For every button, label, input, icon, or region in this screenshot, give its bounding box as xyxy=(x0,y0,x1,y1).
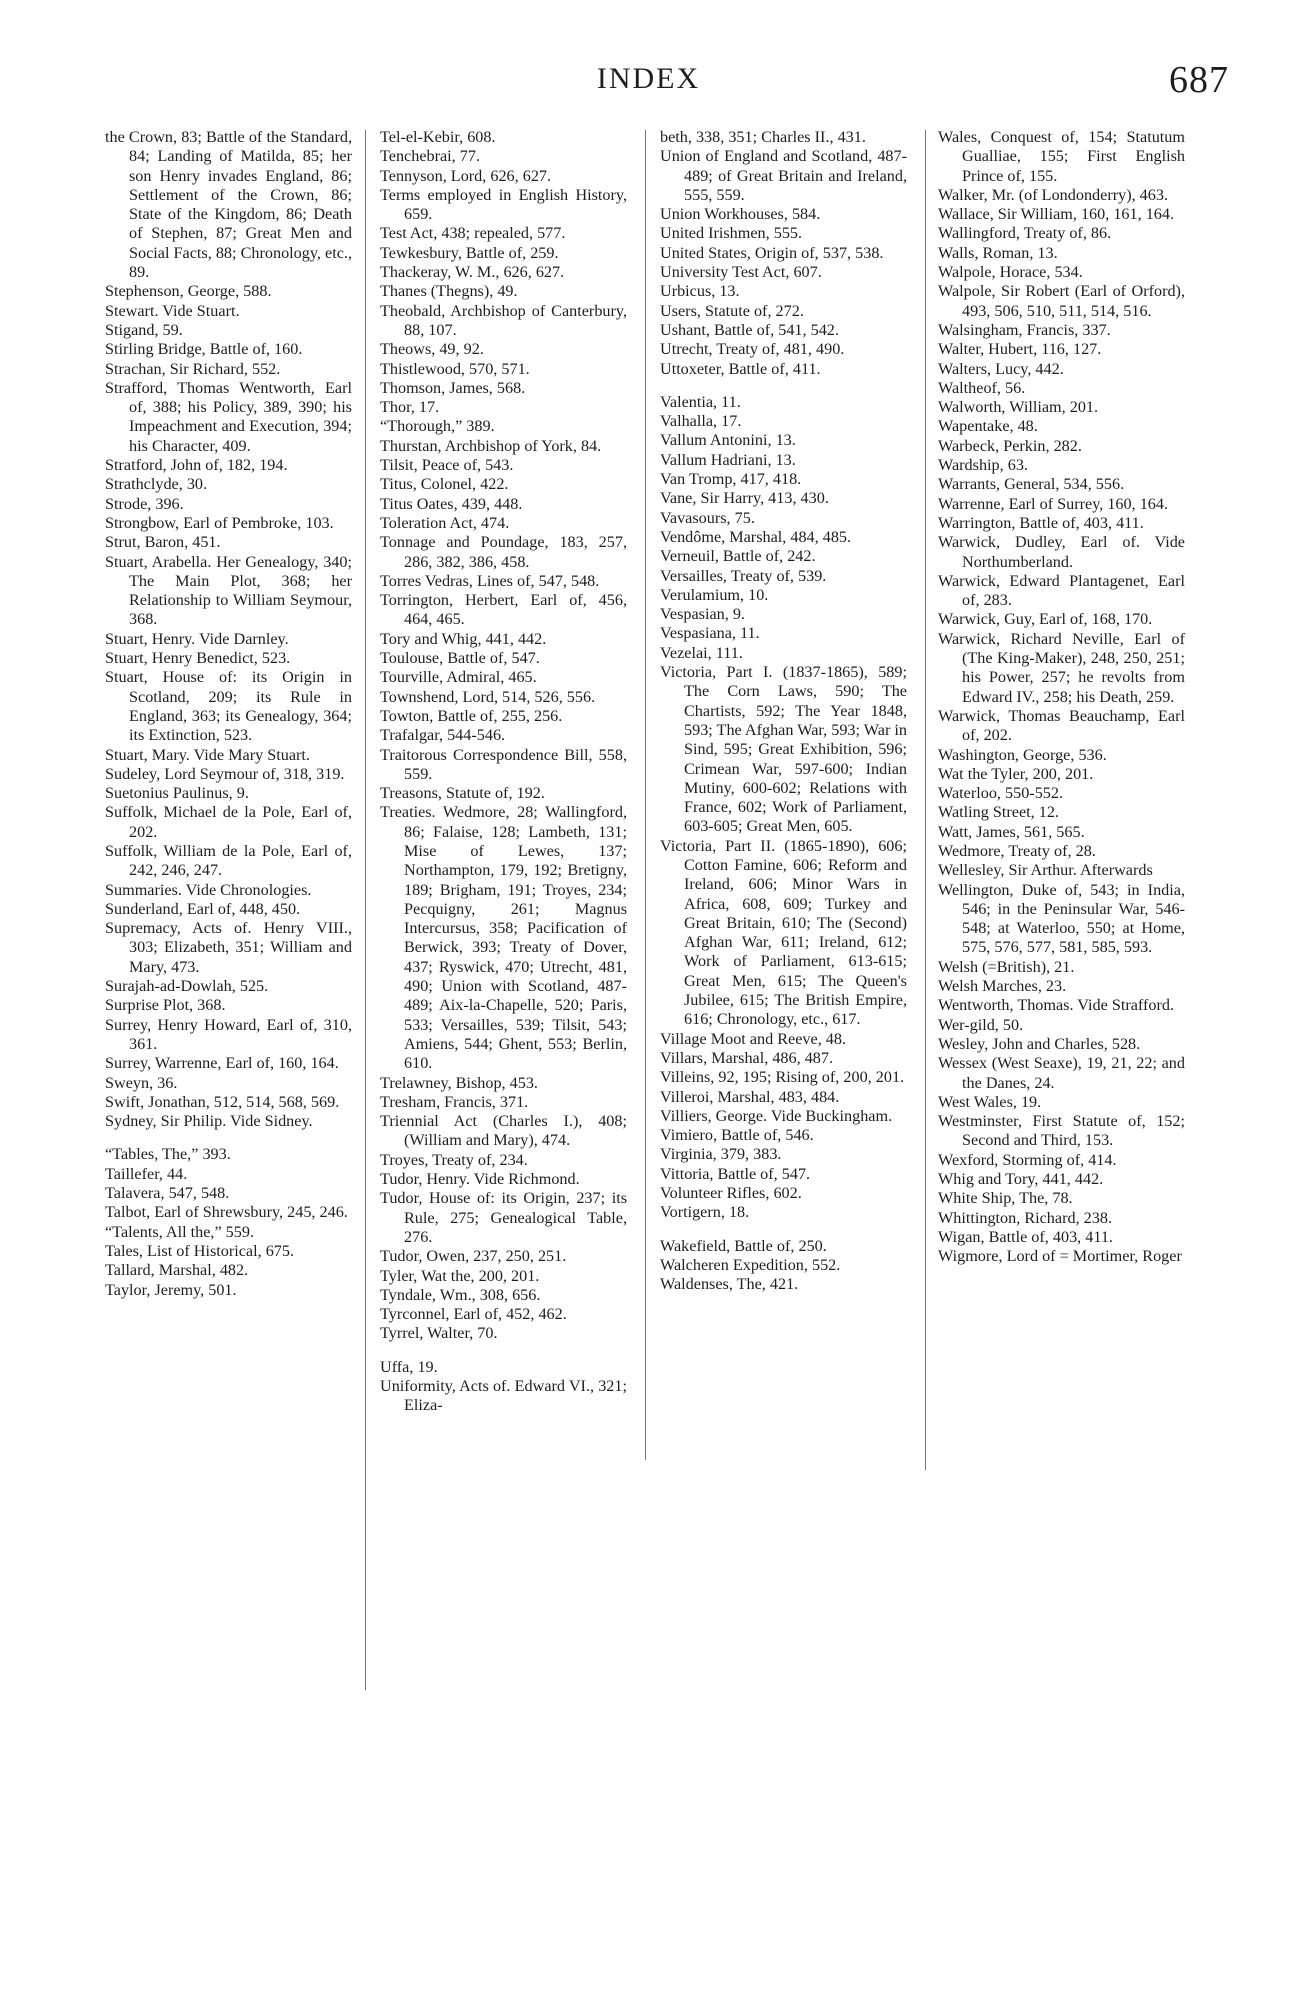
index-entry: Thackeray, W. M., 626, 627. xyxy=(380,263,565,282)
index-entry: Stigand, 59. xyxy=(105,320,183,339)
index-entry: Tallard, Marshal, 482. xyxy=(105,1261,249,1280)
index-entry: Surprise Plot, 368. xyxy=(105,996,226,1015)
index-entry: Triennial Act (Charles I.), 408; (William and Mary), 474. xyxy=(380,1112,627,1150)
index-entry: Walker, Mr. (of Londonderry), 463. xyxy=(938,185,1169,204)
index-entry: Watt, James, 561, 565. xyxy=(938,822,1085,841)
index-entry: Vallum Antonini, 13. xyxy=(660,431,796,450)
section-gap xyxy=(660,1223,907,1237)
index-entry: Stuart, House of: its Origin in Scotland, 209; its Rule in England, 363; its Genealogy, 364; its Extinction, 523. xyxy=(105,668,352,745)
index-entry: Welsh (=British), 21. xyxy=(938,957,1075,976)
index-entry: Vane, Sir Harry, 413, 430. xyxy=(660,489,829,508)
index-entry: Union of England and Scotland, 487-489; of Great Britain and Ireland, 555, 559. xyxy=(660,147,907,204)
index-entry: Uttoxeter, Battle of, 411. xyxy=(660,359,821,378)
index-entry: Tudor, Owen, 237, 250, 251. xyxy=(380,1247,567,1266)
index-entry: Swift, Jonathan, 512, 514, 568, 569. xyxy=(105,1092,340,1111)
index-entry: Sydney, Sir Philip. Vide Sidney. xyxy=(105,1112,313,1131)
index-entry: Warrants, General, 534, 556. xyxy=(938,475,1125,494)
index-entry: Villeroi, Marshal, 483, 484. xyxy=(660,1087,840,1106)
index-entry: Vespasian, 9. xyxy=(660,605,745,624)
index-entry: Theobald, Archbishop of Canterbury, 88, 107. xyxy=(380,301,627,339)
index-entry: Strafford, Thomas Wentworth, Earl of, 388; his Policy, 389, 390; his Impeachment and Execution, 394; his Character, 409. xyxy=(105,378,352,455)
index-entry: Wallingford, Treaty of, 86. xyxy=(938,224,1112,243)
index-entry: Toleration Act, 474. xyxy=(380,513,510,532)
index-entry: Tourville, Admiral, 465. xyxy=(380,668,537,687)
index-entry: Wapentake, 48. xyxy=(938,417,1038,436)
index-entry: Torrington, Herbert, Earl of, 456, 464, 465. xyxy=(380,591,627,629)
index-entry: Wakefield, Battle of, 250. xyxy=(660,1236,827,1255)
index-entry: Utrecht, Treaty of, 481, 490. xyxy=(660,340,845,359)
index-entry: Victoria, Part II. (1865-1890), 606; Cotton Famine, 606; Reform and Ireland, 606; Minor Wars in Africa, 608, 609; Turkey and Great Britain, 610; The (Second) Afghan War, 611; Ireland, 612; Work of Parliament, 613-615; Great Men, 615; The Queen's Jubilee, 615; The British Empire, 616; Chronology, etc., 617. xyxy=(660,836,907,1029)
index-entry: Users, Statute of, 272. xyxy=(660,301,804,320)
index-entry: Treasons, Statute of, 192. xyxy=(380,784,545,803)
index-entry: Vittoria, Battle of, 547. xyxy=(660,1164,811,1183)
index-entry: Wessex (West Seaxe), 19, 21, 22; and the Danes, 24. xyxy=(938,1054,1185,1092)
index-entry: Union Workhouses, 584. xyxy=(660,205,821,224)
index-entry: Warwick, Dudley, Earl of. Vide Northumberland. xyxy=(938,533,1185,571)
index-entry: Vortigern, 18. xyxy=(660,1203,750,1222)
index-entry: Terms employed in English History, 659. xyxy=(380,185,627,224)
index-entry: Stephenson, George, 588. xyxy=(105,282,272,301)
index-entry: Suffolk, William de la Pole, Earl of, 242, 246, 247. xyxy=(105,841,352,880)
index-entry: Wentworth, Thomas. Vide Strafford. xyxy=(938,996,1175,1015)
index-entry: Wellesley, Sir Arthur. Afterwards xyxy=(938,861,1153,880)
page-number: 687 xyxy=(1169,59,1229,101)
index-entry: Walpole, Horace, 534. xyxy=(938,263,1083,282)
index-entry: Tyndale, Wm., 308, 656. xyxy=(380,1285,541,1304)
index-entry: Wardship, 63. xyxy=(938,456,1028,475)
index-entry: Waltheof, 56. xyxy=(938,378,1026,397)
index-entry: University Test Act, 607. xyxy=(660,263,822,282)
index-entry: Titus, Colonel, 422. xyxy=(380,475,509,494)
index-entry: Whittington, Richard, 238. xyxy=(938,1208,1112,1227)
index-entry: Tresham, Francis, 371. xyxy=(380,1092,529,1111)
index-entry: Tales, List of Historical, 675. xyxy=(105,1241,295,1260)
index-entry: Wexford, Storming of, 414. xyxy=(938,1150,1117,1169)
index-entry: Valhalla, 17. xyxy=(660,412,742,431)
index-entry: Washington, George, 536. xyxy=(938,745,1107,764)
index-entry: Villeins, 92, 195; Rising of, 200, 201. xyxy=(660,1068,905,1087)
index-entry: “Tables, The,” 393. xyxy=(105,1145,231,1164)
index-entry: Uniformity, Acts of. Edward VI., 321; Eliza- xyxy=(380,1377,627,1415)
index-entry: Walls, Roman, 13. xyxy=(938,243,1058,262)
index-entry: Walters, Lucy, 442. xyxy=(938,359,1064,378)
column-divider xyxy=(925,130,926,1470)
index-entry: Walter, Hubert, 116, 127. xyxy=(938,340,1102,359)
index-entry: Wer-gild, 50. xyxy=(938,1015,1024,1034)
index-entry: Walsingham, Francis, 337. xyxy=(938,320,1111,339)
index-entry: Warrenne, Earl of Surrey, 160, 164. xyxy=(938,494,1169,513)
index-entry: Tennyson, Lord, 626, 627. xyxy=(380,166,552,185)
index-entry: Townshend, Lord, 514, 526, 556. xyxy=(380,687,596,706)
index-entry: Whig and Tory, 441, 442. xyxy=(938,1170,1104,1189)
index-entry: Theows, 49, 92. xyxy=(380,340,484,359)
index-entry: Test Act, 438; repealed, 577. xyxy=(380,224,566,243)
index-entry: Treaties. Wedmore, 28; Wallingford, 86; Falaise, 128; Lambeth, 131; Mise of Lewes, 137; Northampton, 179, 192; Bretigny, 189; Brigham, 191; Troyes, 234; Pecquigny, 261; Magnus Intercursus, 358; Pacification of Berwick, 393; Treaty of Dover, 437; Ryswick, 470; Utrecht, 481, 490; Union with Scotland, 487-489; Aix-la-Chapelle, 520; Paris, 533; Versailles, 539; Tilsit, 543; Amiens, 544; Ghent, 553; Berlin, 610. xyxy=(380,803,627,1073)
index-entry: Stuart, Mary. Vide Mary Stuart. xyxy=(105,745,310,764)
index-entry: Walcheren Expedition, 552. xyxy=(660,1255,841,1274)
index-entry: Vezelai, 111. xyxy=(660,643,743,662)
index-entry: “Talents, All the,” 559. xyxy=(105,1222,255,1241)
index-entry: Ushant, Battle of, 541, 542. xyxy=(660,320,839,339)
index-entry: Warbeck, Perkin, 282. xyxy=(938,436,1082,455)
index-entry: Tudor, Henry. Vide Richmond. xyxy=(380,1170,580,1189)
index-entry: Troyes, Treaty of, 234. xyxy=(380,1150,528,1169)
index-entry: Tory and Whig, 441, 442. xyxy=(380,629,547,648)
index-entry: Tilsit, Peace of, 543. xyxy=(380,456,514,475)
index-entry: Tenchebrai, 77. xyxy=(380,147,480,166)
index-entry: Tyrrel, Walter, 70. xyxy=(380,1324,498,1343)
index-entry: Surrey, Henry Howard, Earl of, 310, 361. xyxy=(105,1015,352,1053)
index-entry: Warwick, Guy, Earl of, 168, 170. xyxy=(938,610,1153,629)
index-entry: Sunderland, Earl of, 448, 450. xyxy=(105,899,301,918)
index-column-2 xyxy=(380,128,627,1416)
index-entry: Talavera, 547, 548. xyxy=(105,1184,230,1203)
index-entry: Talbot, Earl of Shrewsbury, 245, 246. xyxy=(105,1203,348,1222)
page-title: INDEX xyxy=(596,62,701,95)
index-entry: Vespasiana, 11. xyxy=(660,624,760,643)
index-entry: Vallum Hadriani, 13. xyxy=(660,450,796,469)
index-entry: Village Moot and Reeve, 48. xyxy=(660,1029,847,1048)
index-column-1 xyxy=(105,128,352,1300)
index-entry: Thomson, James, 568. xyxy=(380,378,526,397)
index-entry: Suffolk, Michael de la Pole, Earl of, 202. xyxy=(105,803,352,841)
index-entry: Tewkesbury, Battle of, 259. xyxy=(380,243,559,262)
index-entry: Titus Oates, 439, 448. xyxy=(380,494,523,513)
index-entry: Vendôme, Marshal, 484, 485. xyxy=(660,527,852,546)
index-entry: Strathclyde, 30. xyxy=(105,475,208,494)
index-column-3 xyxy=(660,128,907,1295)
index-entry: Wat the Tyler, 200, 201. xyxy=(938,764,1094,783)
index-entry: Towton, Battle of, 255, 256. xyxy=(380,706,563,725)
index-entry: Summaries. Vide Chronologies. xyxy=(105,880,312,899)
index-entry: Taylor, Jeremy, 501. xyxy=(105,1280,237,1299)
index-entry: United States, Origin of, 537, 538. xyxy=(660,243,884,262)
index-entry: Uffa, 19. xyxy=(380,1357,438,1376)
index-entry: Thistlewood, 570, 571. xyxy=(380,359,530,378)
index-entry: United Irishmen, 555. xyxy=(660,224,803,243)
index-entry: beth, 338, 351; Charles II., 431. xyxy=(660,128,866,146)
index-entry: Tyler, Wat the, 200, 201. xyxy=(380,1266,540,1285)
index-entry: Toulouse, Battle of, 547. xyxy=(380,649,540,668)
index-entry: Wesley, John and Charles, 528. xyxy=(938,1034,1141,1053)
index-entry: Volunteer Rifles, 602. xyxy=(660,1184,802,1203)
index-entry: Stewart. Vide Stuart. xyxy=(105,301,240,320)
index-entry: Wigan, Battle of, 403, 411. xyxy=(938,1227,1113,1246)
section-gap xyxy=(380,1344,627,1358)
index-entry: Vavasours, 75. xyxy=(660,508,755,527)
index-entry: Wedmore, Treaty of, 28. xyxy=(938,841,1096,860)
section-gap xyxy=(660,379,907,393)
index-entry: Stirling Bridge, Battle of, 160. xyxy=(105,340,303,359)
index-entry: Thor, 17. xyxy=(380,398,440,417)
index-entry: Trelawney, Bishop, 453. xyxy=(380,1073,538,1092)
index-entry: Villiers, George. Vide Buckingham. xyxy=(660,1106,893,1125)
index-entry: Virginia, 379, 383. xyxy=(660,1145,782,1164)
index-entry: Verulamium, 10. xyxy=(660,585,769,604)
index-entry: Thurstan, Archbishop of York, 84. xyxy=(380,436,602,455)
index-entry: Victoria, Part I. (1837-1865), 589; The Corn Laws, 590; The Chartists, 592; The Year 1848, 593; The Afghan War, 593; War in Sind, 595; Great Exhibition, 596; Crimean War, 597-600; Indian Mutiny, 600-602; Relations with France, 602; Work of Parliament, 603-605; Great Men, 605. xyxy=(660,663,907,836)
index-entry: Tel-el-Kebir, 608. xyxy=(380,128,496,146)
index-entry: Warwick, Thomas Beauchamp, Earl of, 202. xyxy=(938,706,1185,745)
index-entry: the Crown, 83; Battle of the Standard, 84; Landing of Matilda, 85; her son Henry invades England, 86; Settlement of the Crown, 86; State of the Kingdom, 86; Death of Stephen, 87; Great Men and Social Facts, 88; Chronology, etc., 89. xyxy=(105,128,352,282)
index-entry: Watling Street, 12. xyxy=(938,803,1059,822)
index-entry: White Ship, The, 78. xyxy=(938,1189,1073,1208)
index-entry: Wales, Conquest of, 154; Statutum Gualliae, 155; First English Prince of, 155. xyxy=(938,128,1185,185)
index-entry: Walpole, Sir Robert (Earl of Orford), 493, 506, 510, 511, 514, 516. xyxy=(938,282,1185,320)
index-entry: “Thorough,” 389. xyxy=(380,417,495,436)
index-entry: Walworth, William, 201. xyxy=(938,398,1099,417)
index-entry: Wigmore, Lord of = Mortimer, Roger xyxy=(938,1247,1182,1266)
index-entry: Strachan, Sir Richard, 552. xyxy=(105,359,281,378)
index-entry: Tonnage and Poundage, 183, 257, 286, 382, 386, 458. xyxy=(380,533,627,571)
index-entry: Wellington, Duke of, 543; in India, 546; in the Peninsular War, 546-548; at Waterloo, 550; at Home, 575, 576, 577, 581, 585, 593. xyxy=(938,880,1185,957)
index-entry: Villars, Marshal, 486, 487. xyxy=(660,1048,834,1067)
index-entry: Waterloo, 550-552. xyxy=(938,784,1064,803)
index-entry: Traitorous Correspondence Bill, 558, 559. xyxy=(380,745,627,783)
index-entry: Stuart, Arabella. Her Genealogy, 340; The Main Plot, 368; her Relationship to William Seymour, 368. xyxy=(105,552,352,629)
index-entry: Wallace, Sir William, 160, 161, 164. xyxy=(938,205,1175,224)
index-entry: Verneuil, Battle of, 242. xyxy=(660,547,816,566)
index-entry: Versailles, Treaty of, 539. xyxy=(660,566,827,585)
index-entry: Stratford, John of, 182, 194. xyxy=(105,456,288,475)
column-divider xyxy=(645,130,646,1460)
index-entry: Taillefer, 44. xyxy=(105,1164,188,1183)
index-entry: Van Tromp, 417, 418. xyxy=(660,470,802,489)
index-entry: Westminster, First Statute of, 152; Second and Third, 153. xyxy=(938,1112,1185,1150)
page-header xyxy=(0,59,1297,122)
section-gap xyxy=(105,1131,352,1145)
index-entry: Strut, Baron, 451. xyxy=(105,533,221,552)
index-entry: Warwick, Richard Neville, Earl of (The King-Maker), 248, 250, 251; his Power, 257; he revolts from Edward IV., 258; his Death, 259. xyxy=(938,629,1185,706)
index-column-4 xyxy=(938,128,1185,1267)
column-divider xyxy=(365,130,366,1690)
index-entry: Valentia, 11. xyxy=(660,392,741,411)
index-entry: Urbicus, 13. xyxy=(660,282,740,301)
index-entry: Strode, 396. xyxy=(105,494,184,513)
index-entry: Suetonius Paulinus, 9. xyxy=(105,784,249,803)
index-entry: Surajah-ad-Dowlah, 525. xyxy=(105,977,269,996)
index-entry: Tyrconnel, Earl of, 452, 462. xyxy=(380,1305,567,1324)
index-entry: Supremacy, Acts of. Henry VIII., 303; Elizabeth, 351; William and Mary, 473. xyxy=(105,919,352,976)
index-entry: Strongbow, Earl of Pembroke, 103. xyxy=(105,513,334,532)
index-entry: Stuart, Henry. Vide Darnley. xyxy=(105,629,289,648)
index-entry: Warwick, Edward Plantagenet, Earl of, 283. xyxy=(938,571,1185,610)
index-entry: Warrington, Battle of, 403, 411. xyxy=(938,513,1144,532)
index-entry: Surrey, Warrenne, Earl of, 160, 164. xyxy=(105,1054,339,1073)
index-entry: Thanes (Thegns), 49. xyxy=(380,282,518,301)
index-entry: Waldenses, The, 421. xyxy=(660,1275,799,1294)
index-entry: Tudor, House of: its Origin, 237; its Rule, 275; Genealogical Table, 276. xyxy=(380,1189,627,1246)
index-entry: Sweyn, 36. xyxy=(105,1073,178,1092)
index-entry: Sudeley, Lord Seymour of, 318, 319. xyxy=(105,764,345,783)
index-entry: Welsh Marches, 23. xyxy=(938,977,1067,996)
index-entry: Trafalgar, 544-546. xyxy=(380,726,506,745)
index-entry: Vimiero, Battle of, 546. xyxy=(660,1126,814,1145)
index-entry: Torres Vedras, Lines of, 547, 548. xyxy=(380,571,600,590)
index-entry: Stuart, Henry Benedict, 523. xyxy=(105,649,291,668)
index-entry: West Wales, 19. xyxy=(938,1092,1042,1111)
